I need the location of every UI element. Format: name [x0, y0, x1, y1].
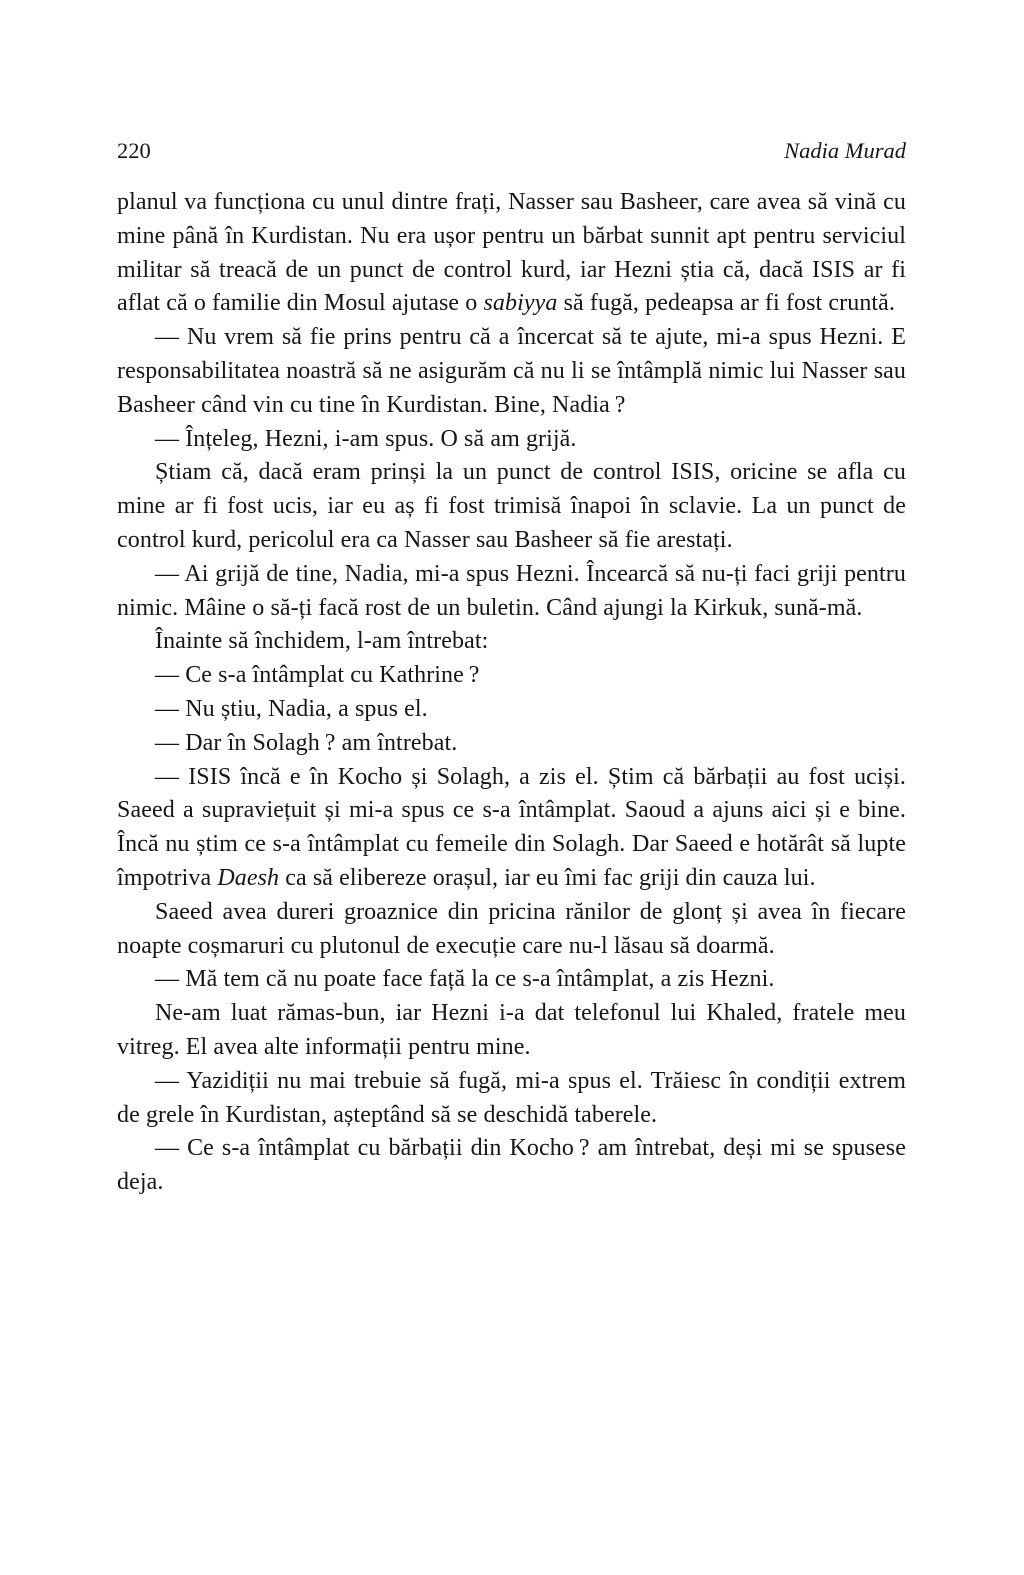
running-head: Nadia Murad — [784, 138, 906, 163]
paragraph — [117, 1132, 906, 1200]
paragraph-text: Știam că, dacă eram prinși la un punct de control ISIS, oricine se afla cu mine ar fi fost ucis, iar eu aș fi fost trimisă înapoi în sclavie. La un punct de control kurd, pericolul era ca Nasser sau Basheer să fie arestați. — [117, 459, 906, 553]
paragraph-text: — Yazidiții nu mai trebuie să fugă, mi-a spus el. Trăiesc în condiții extrem de grele în Kurdistan, așteptând să se deschidă taberele. — [117, 1067, 906, 1128]
paragraph-text: ca să elibereze orașul, iar eu îmi fac griji din cauza lui. — [279, 864, 816, 891]
paragraph-text: — Nu știu, Nadia, a spus el. — [155, 695, 428, 722]
body-text — [117, 186, 906, 1200]
paragraph-text: — Mă tem că nu poate face față la ce s-a întâmplat, a zis Hezni. — [155, 966, 775, 993]
paragraph-text: planul va funcționa cu unul dintre frați, Nasser sau Basheer, care avea să vină cu mine până în Kurdistan. Nu era ușor pentru un bărbat sunnit apt pentru serviciul militar să treacă de un punct de control kurd, iar Hezni știa că, dacă ISIS ar fi aflat că o familie din Mosul ajutase o — [117, 189, 906, 317]
paragraph — [117, 186, 906, 321]
paragraph — [117, 761, 906, 896]
paragraph — [117, 423, 906, 457]
paragraph-text: — Nu vrem să fie prins pentru că a încercat să te ajute, mi-a spus Hezni. E responsabilitatea noastră să ne asigurăm că nu li se întâmplă nimic lui Nasser sau Basheer când vin cu tine în Kurdistan. Bine, Nadia ? — [117, 324, 906, 418]
paragraph-text: — Ai grijă de tine, Nadia, mi-a spus Hezni. Încearcă să nu-ți faci griji pentru nimic. Mâine o să-ți facă rost de un buletin. Când ajungi la Kirkuk, sună-mă. — [117, 560, 906, 621]
paragraph — [117, 659, 906, 693]
paragraph-text: — Ce s-a întâmplat cu bărbații din Kocho ? am întrebat, deși mi se spusese deja. — [117, 1135, 906, 1196]
paragraph-text: — Dar în Solagh ? am întrebat. — [155, 729, 458, 756]
paragraph-text: să fugă, pedeapsa ar fi fost cruntă. — [557, 290, 896, 317]
paragraph-text: Înainte să închidem, l-am întrebat: — [155, 628, 489, 655]
paragraph — [117, 625, 906, 659]
paragraph — [117, 1065, 906, 1133]
paragraph-text-italic: Daesh — [217, 864, 280, 891]
page-header — [117, 137, 906, 165]
paragraph — [117, 456, 906, 557]
paragraph-text-italic: sabiyya — [483, 290, 558, 317]
paragraph — [117, 321, 906, 422]
paragraph-text: — Ce s-a întâmplat cu Kathrine ? — [155, 662, 480, 689]
paragraph — [117, 727, 906, 761]
paragraph-text: Ne-am luat rămas-bun, iar Hezni i-a dat telefonul lui Khaled, fratele meu vitreg. El avea alte informații pentru mine. — [117, 1000, 906, 1060]
paragraph — [117, 693, 906, 727]
page-number: 220 — [117, 138, 151, 163]
paragraph-text: — Înțeleg, Hezni, i-am spus. O să am grijă. — [155, 425, 577, 452]
paragraph — [117, 558, 906, 626]
paragraph-text: Saeed avea dureri groaznice din pricina rănilor de glonț și avea în fiecare noapte coșmaruri cu plutonul de execuție care nu-l lăsau să doarmă. — [117, 898, 906, 959]
paragraph — [117, 997, 906, 1065]
paragraph — [117, 896, 906, 964]
paragraph-text: — ISIS încă e în Kocho și Solagh, a zis el. Știm că bărbații au fost uciși. Saeed a supraviețuit și mi-a spus ce s-a întâmplat. Saoud a ajuns aici și e bine. Încă nu știm ce s-a întâmplat cu femeile din Solagh. Dar Saeed e hotărât să lupte împotriva — [117, 763, 906, 891]
paragraph — [117, 963, 906, 997]
